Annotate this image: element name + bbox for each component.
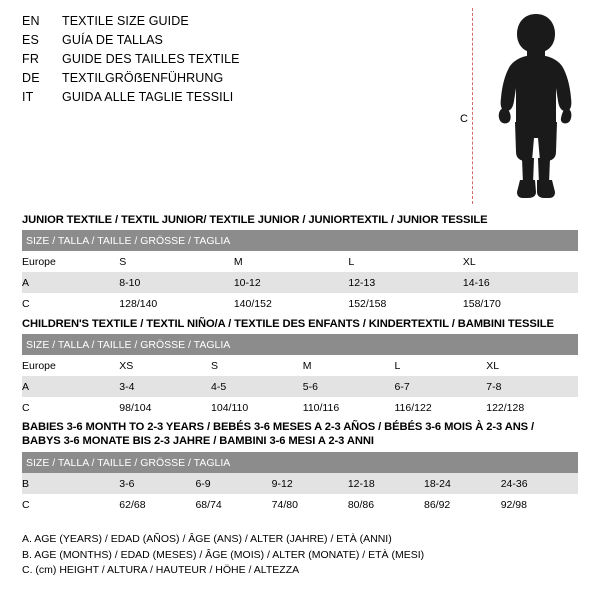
table-row: [22, 397, 578, 418]
language-code: DE: [22, 71, 40, 85]
cell: 4-5: [211, 376, 303, 397]
cell: XS: [119, 359, 134, 372]
legend: [22, 532, 578, 579]
cell: M: [233, 255, 243, 268]
cell: 122/128: [486, 401, 525, 414]
figure-illustration: [450, 8, 590, 204]
row-label: C: [22, 401, 30, 414]
cell: 158/170: [462, 297, 501, 310]
cell: 152/158: [348, 297, 387, 310]
section-title: JUNIOR TEXTILE / TEXTIL JUNIOR/ TEXTILE JUNIOR / JUNIORTEXTIL / JUNIOR TESSILE: [22, 214, 488, 226]
section-title: CHILDREN'S TEXTILE / TEXTIL NIÑO/A / TEXTILE DES ENFANTS / KINDERTEXTIL / BAMBINI TESSILE: [22, 318, 554, 330]
table-row: [22, 494, 578, 515]
guide-title: GUÍA DE TALLAS: [62, 33, 163, 47]
cell: 74/80: [271, 498, 298, 511]
table-header-row: [22, 230, 578, 251]
cell: 86/92: [423, 498, 451, 511]
cell: 68/74: [195, 498, 222, 511]
header-row: [22, 71, 442, 90]
cell: 9-12: [272, 473, 348, 494]
row-label: C: [22, 498, 30, 511]
guide-title: TEXTILGRÖẞENFÜHRUNG: [62, 71, 224, 85]
cell: 6-7: [395, 376, 487, 397]
language-code: IT: [22, 90, 34, 104]
cell: M: [302, 359, 312, 372]
cell: 6-9: [195, 473, 271, 494]
guide-title: GUIDE DES TAILLES TEXTILE: [62, 52, 240, 66]
cell: 104/110: [211, 401, 249, 414]
cell: 62/68: [119, 498, 146, 511]
cell: 18-24: [424, 473, 501, 494]
cell: 8-10: [119, 272, 234, 293]
cell: S: [119, 255, 127, 268]
height-guide-line: [472, 8, 473, 204]
header-row: [22, 52, 442, 71]
cell: XL: [486, 359, 500, 372]
cell: L: [394, 359, 401, 372]
row-label: Europe: [22, 359, 56, 372]
row-label: Europe: [22, 255, 56, 268]
section-babies: [22, 420, 578, 515]
size-table-junior: [22, 230, 578, 314]
table-row: [22, 272, 578, 293]
cell: 128/140: [119, 297, 158, 310]
legend-line: B. AGE (MONTHS) / EDAD (MESES) / ÂGE (MOIS) / ALTER (MONATE) / ETÀ (MESI): [22, 548, 425, 561]
table-header-row: [22, 452, 578, 473]
cell: 3-4: [119, 376, 211, 397]
header-row: [22, 90, 442, 109]
table-row: [22, 293, 578, 314]
section-title-line2: BABYS 3-6 MONATE BIS 2-3 JAHRE / BAMBINI 3-6 MESI A 2-3 ANNI: [22, 435, 374, 447]
cell: 116/122: [394, 401, 432, 414]
table-row: [22, 355, 578, 376]
cell: 24-36: [501, 473, 578, 494]
guide-title: TEXTILE SIZE GUIDE: [62, 14, 189, 28]
row-label: A: [22, 376, 119, 397]
cell: 12-18: [348, 473, 424, 494]
header-language-list: [22, 14, 442, 109]
legend-line: C. (cm) HEIGHT / ALTURA / HAUTEUR / HÖHE / ALTEZZA: [22, 564, 300, 576]
cell: 140/152: [233, 297, 272, 310]
language-code: EN: [22, 14, 40, 28]
language-code: FR: [22, 52, 40, 66]
cell: 110/116: [302, 401, 340, 414]
table-header-row: [22, 334, 578, 355]
header-row: [22, 33, 442, 52]
table-header-label: SIZE / TALLA / TAILLE / GRÖSSE / TAGLIA: [22, 334, 578, 355]
table-row: [22, 473, 578, 494]
cell: 10-12: [234, 272, 349, 293]
cell: L: [348, 255, 355, 268]
section-title: BABIES 3-6 MONTH TO 2-3 YEARS / BEBÉS 3-6 MESES A 2-3 AÑOS / BÉBÉS 3-6 MOIS À 2-3 ANS /: [22, 421, 535, 433]
table-header-label: SIZE / TALLA / TAILLE / GRÖSSE / TAGLIA: [22, 452, 578, 473]
cell: 3-6: [119, 473, 195, 494]
size-table-babies: [22, 452, 578, 515]
child-silhouette-icon: [486, 12, 586, 202]
size-table-children: [22, 334, 578, 418]
cell: S: [211, 359, 219, 372]
cell: 5-6: [303, 376, 395, 397]
table-row: [22, 376, 578, 397]
guide-title: GUIDA ALLE TAGLIE TESSILI: [62, 90, 234, 104]
section-children: [22, 318, 578, 418]
section-junior: [22, 214, 578, 314]
cell: 80/86: [347, 498, 375, 511]
table-header-label: SIZE / TALLA / TAILLE / GRÖSSE / TAGLIA: [22, 230, 578, 251]
cell: 98/104: [119, 401, 152, 414]
cell: 14-16: [463, 272, 578, 293]
language-code: ES: [22, 33, 40, 47]
cell: 12-13: [348, 272, 463, 293]
table-row: [22, 251, 578, 272]
cell: XL: [462, 255, 476, 268]
header-row: [22, 14, 442, 33]
measurement-label-c: C: [460, 113, 468, 125]
row-label: A: [22, 272, 119, 293]
cell: 7-8: [486, 376, 578, 397]
row-label: C: [22, 297, 30, 310]
cell: 92/98: [500, 498, 527, 511]
legend-line: A. AGE (YEARS) / EDAD (AÑOS) / ÂGE (ANS) / ALTER (JAHRE) / ETÀ (ANNI): [22, 533, 392, 545]
row-label: B: [22, 473, 119, 494]
